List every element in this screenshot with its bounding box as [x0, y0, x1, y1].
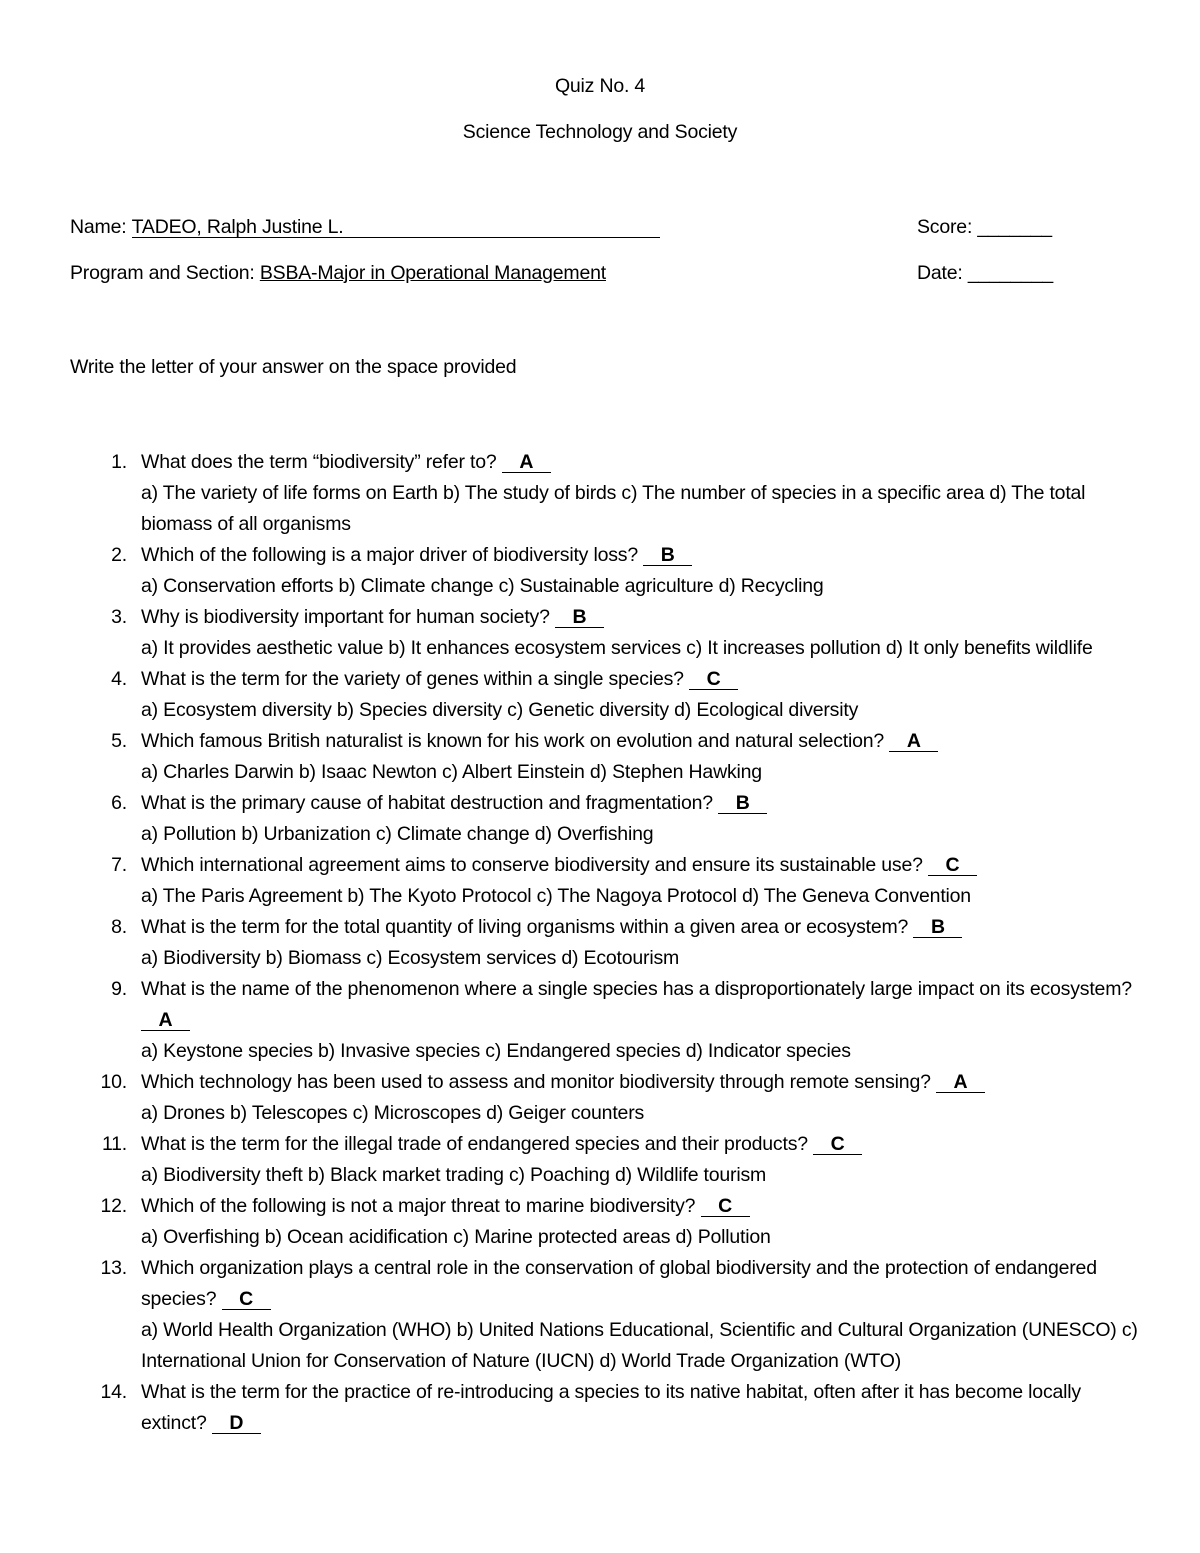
question-options: a) The Paris Agreement b) The Kyoto Protocol c) The Nagoya Protocol d) The Geneva Convention [141, 885, 971, 907]
answer-blank: A [141, 1010, 190, 1031]
question-number: 2. [111, 544, 127, 566]
question-text-line [141, 447, 1140, 478]
question-item [0, 726, 1200, 788]
question-number: 7. [111, 854, 127, 876]
name-field [70, 214, 660, 240]
question-text: Why is biodiversity important for human society? [141, 606, 555, 628]
answer-blank: C [813, 1134, 862, 1155]
question-item [0, 540, 1200, 602]
name-value: TADEO, Ralph Justine L. [132, 217, 660, 238]
answer-blank: B [555, 607, 604, 628]
question-text-line [141, 1253, 1140, 1315]
question-options: a) Biodiversity theft b) Black market trading c) Poaching d) Wildlife tourism [141, 1164, 767, 1186]
answer-blank: B [913, 917, 962, 938]
question-text-line [141, 1067, 1140, 1098]
question-number: 3. [111, 606, 127, 628]
question-options: a) Conservation efforts b) Climate change c) Sustainable agriculture d) Recycling [141, 575, 824, 597]
question-text: Which international agreement aims to conserve biodiversity and ensure its sustainable use? [141, 854, 928, 876]
question-item [0, 664, 1200, 726]
question-item [0, 1253, 1200, 1377]
answer-blank: A [936, 1072, 985, 1093]
program-row [70, 260, 1070, 286]
question-options: a) It provides aesthetic value b) It enhances ecosystem services c) It increases pollution d) It only benefits wildlife [141, 637, 1093, 659]
question-number: 13. [100, 1257, 127, 1279]
question-text-line [141, 974, 1140, 1036]
question-number: 14. [100, 1381, 127, 1403]
question-text-line [141, 1377, 1140, 1439]
question-text: What is the term for the illegal trade of endangered species and their products? [141, 1133, 814, 1155]
question-number: 10. [100, 1071, 127, 1093]
answer-blank: B [718, 793, 767, 814]
answer-blank: C [928, 855, 977, 876]
program-value: BSBA-Major in Operational Management [259, 262, 606, 284]
question-text: What does the term “biodiversity” refer to? [141, 451, 502, 473]
question-item [0, 1129, 1200, 1191]
question-options: a) Overfishing b) Ocean acidification c) Marine protected areas d) Pollution [141, 1226, 771, 1248]
question-text-line [141, 788, 1140, 819]
question-text-line [141, 602, 1140, 633]
question-text: What is the term for the practice of re-introducing a species to its native habitat, often after it has become locally extinct? [141, 1381, 1081, 1434]
question-text: Which technology has been used to assess and monitor biodiversity through remote sensing? [141, 1071, 936, 1093]
question-item [0, 974, 1200, 1067]
question-number: 12. [100, 1195, 127, 1217]
question-item [0, 912, 1200, 974]
course-subtitle: Science Technology and Society [462, 121, 738, 143]
question-options: a) Biodiversity b) Biomass c) Ecosystem services d) Ecotourism [141, 947, 680, 969]
program-label: Program and Section: [70, 262, 260, 284]
question-item [0, 602, 1200, 664]
question-item [0, 1377, 1200, 1439]
question-number: 6. [111, 792, 127, 814]
question-text-line [141, 726, 1140, 757]
question-text: Which famous British naturalist is known for his work on evolution and natural selection? [141, 730, 890, 752]
answer-blank: C [222, 1289, 271, 1310]
question-item [0, 1067, 1200, 1129]
answer-blank: B [643, 545, 692, 566]
question-text: What is the primary cause of habitat destruction and fragmentation? [141, 792, 719, 814]
answer-blank: C [701, 1196, 750, 1217]
question-item [0, 447, 1200, 540]
question-options: a) World Health Organization (WHO) b) United Nations Educational, Scientific and Cultural Organization (UNESCO) c) International Union for Conservation of Nature (IUCN) d) World Trade Organization (WTO) [141, 1319, 1138, 1372]
question-text-line [141, 912, 1140, 943]
question-text: Which organization plays a central role in the conservation of global biodiversity and the protection of endangered species? [141, 1257, 1097, 1310]
answer-blank: A [502, 452, 551, 473]
score-field: Score: _______ [917, 216, 1052, 238]
question-list [0, 447, 1200, 1439]
name-label: Name: [70, 216, 132, 238]
question-text: What is the name of the phenomenon where a single species has a disproportionately large impact on its ecosystem? [141, 978, 1132, 1000]
question-text: Which of the following is a major driver of biodiversity loss? [141, 544, 644, 566]
date-field: Date: ________ [917, 262, 1053, 284]
question-text: What is the term for the total quantity of living organisms within a given area or ecosystem? [141, 916, 914, 938]
question-text-line [141, 1191, 1140, 1222]
answer-blank: C [689, 669, 738, 690]
question-options: a) Charles Darwin b) Isaac Newton c) Albert Einstein d) Stephen Hawking [141, 761, 762, 783]
question-options: a) Keystone species b) Invasive species c) Endangered species d) Indicator species [141, 1040, 851, 1062]
question-text: What is the term for the variety of genes within a single species? [141, 668, 690, 690]
question-text: Which of the following is not a major threat to marine biodiversity? [141, 1195, 701, 1217]
instruction-text: Write the letter of your answer on the space provided [70, 356, 517, 378]
name-row [70, 214, 1070, 240]
question-number: 9. [111, 978, 127, 1000]
program-field [70, 260, 606, 286]
question-item [0, 850, 1200, 912]
question-text-line [141, 850, 1140, 881]
question-options: a) The variety of life forms on Earth b) The study of birds c) The number of species in a specific area d) The total biomass of all organisms [141, 482, 1086, 535]
question-item [0, 788, 1200, 850]
question-number: 11. [101, 1133, 127, 1155]
question-text-line [141, 664, 1140, 695]
question-number: 1. [111, 451, 127, 473]
question-options: a) Drones b) Telescopes c) Microscopes d) Geiger counters [141, 1102, 645, 1124]
question-options: a) Ecosystem diversity b) Species diversity c) Genetic diversity d) Ecological diversity [141, 699, 859, 721]
question-text-line [141, 540, 1140, 571]
quiz-title: Quiz No. 4 [554, 75, 646, 97]
question-number: 8. [111, 916, 127, 938]
question-options: a) Pollution b) Urbanization c) Climate change d) Overfishing [141, 823, 654, 845]
question-number: 5. [111, 730, 127, 752]
answer-blank: D [212, 1413, 261, 1434]
question-text-line [141, 1129, 1140, 1160]
question-item [0, 1191, 1200, 1253]
question-number: 4. [111, 668, 127, 690]
answer-blank: A [889, 731, 938, 752]
